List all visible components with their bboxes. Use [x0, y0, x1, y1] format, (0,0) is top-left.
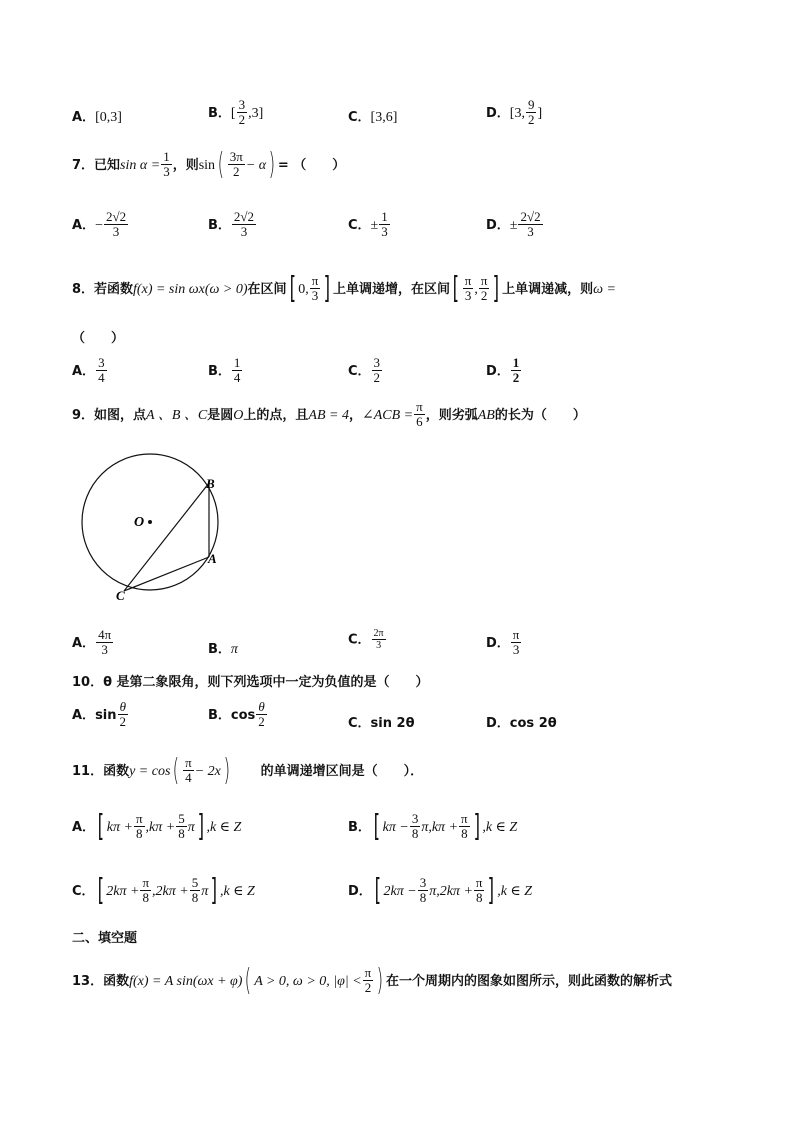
q10-option-c: C．sin 2θ — [348, 716, 415, 731]
label-c: C — [116, 588, 125, 603]
label-b: B — [206, 476, 215, 491]
q9-option-a: A． $\frac{4\pi}{3}$ — [72, 627, 112, 658]
q7-option-d: D．± $\frac{2√2}{3}$ — [486, 209, 541, 240]
q11-option-d: D．[ 2kπ − $\frac{3}{8}$ π,2kπ + $\frac{\pi}{8}$ ] ,k ∈ Z — [348, 872, 533, 908]
q11-option-b: B．[ kπ − $\frac{3}{8}$ π,kπ + $\frac{\pi}{8}$ ] ,k ∈ Z — [348, 808, 518, 844]
q10-option-d: D．cos 2θ — [486, 716, 557, 731]
q7-option-a: A．− $\frac{2√2}{3}$ — [72, 209, 127, 240]
q10-option-a: A．sin $\frac{\theta}{2}$ — [72, 699, 127, 730]
q8-option-c: C． $\frac{3}{2}$ — [348, 355, 381, 386]
q8-option-d: D． $\frac{1}{2}$ — [486, 355, 520, 386]
q8-option-b: B． $\frac{1}{4}$ — [208, 355, 241, 386]
q7-option-c: C．± $\frac{1}{3}$ — [348, 209, 388, 240]
q7-stem: 7．已知sin α = $\frac{1}{3}$ ，则sin( $\frac{3\pi}{2}$ − α) = （ ） — [72, 146, 346, 182]
q11-stem: 11．函数y = cos( $\frac{\pi}{4}$ − 2x) 的单调递增区间是（ ）． — [72, 752, 424, 788]
q10-option-b: B．cos $\frac{\theta}{2}$ — [208, 699, 265, 730]
q6-option-d: D．[3, $\frac{9}{2}$ ] — [486, 97, 543, 128]
q9-option-c: C． $\frac{2\pi}{3}$ — [348, 628, 384, 651]
chord-cb — [124, 483, 209, 591]
q13-stem: 13．函数f(x) = A sin(ωx + φ)( A > 0, ω > 0, |φ| < $\frac{\pi}{2}$ ) 在一个周期内的图象如图所示，则此函数的解析式 — [72, 962, 672, 998]
q6-option-c: C．[3,6] — [348, 110, 398, 125]
q9-stem: 9．如图，点A 、B 、C是圆O上的点，且AB = 4，∠ACB = $\frac{\pi}{6}$ ，则劣弧AB的长为（ ） — [72, 399, 586, 430]
q7-option-b: B． $\frac{2√2}{3}$ — [208, 209, 255, 240]
section-heading-fill-blank: 二、填空题 — [72, 931, 138, 946]
q6-option-b: B．[ $\frac{3}{2}$ ,3] — [208, 97, 264, 128]
q9-option-b: B．π — [208, 642, 238, 657]
q10-stem: 10．θ 是第二象限角，则下列选项中一定为负值的是（ ） — [72, 675, 429, 690]
q8-paren: （ ） — [72, 331, 125, 346]
q9-option-d: D． $\frac{\pi}{3}$ — [486, 627, 520, 658]
q6-option-a: A．[0,3] — [72, 110, 122, 125]
label-o: O — [134, 515, 145, 530]
q11-option-a: A．[ kπ + $\frac{\pi}{8}$ ,kπ + $\frac{5}{8}$ π] ,k ∈ Z — [72, 808, 242, 844]
label-a: A — [208, 551, 217, 566]
q11-option-c: C．[ 2kπ + $\frac{\pi}{8}$ ,2kπ + $\frac{5}{8}$ π] ,k ∈ Z — [72, 872, 255, 908]
q8-stem: 8．若函数f(x) = sin ωx(ω > 0)在区间[ 0, $\frac{\pi}{3}$ ] 上单调递增，在区间[ $\frac{\pi}{3}$ , $\frac{\pi}{2}$ ] 上单调递减，则ω = — [72, 270, 617, 306]
center-dot — [148, 520, 152, 524]
q9-circle-figure — [72, 448, 252, 608]
q8-option-a: A． $\frac{3}{4}$ — [72, 355, 105, 386]
